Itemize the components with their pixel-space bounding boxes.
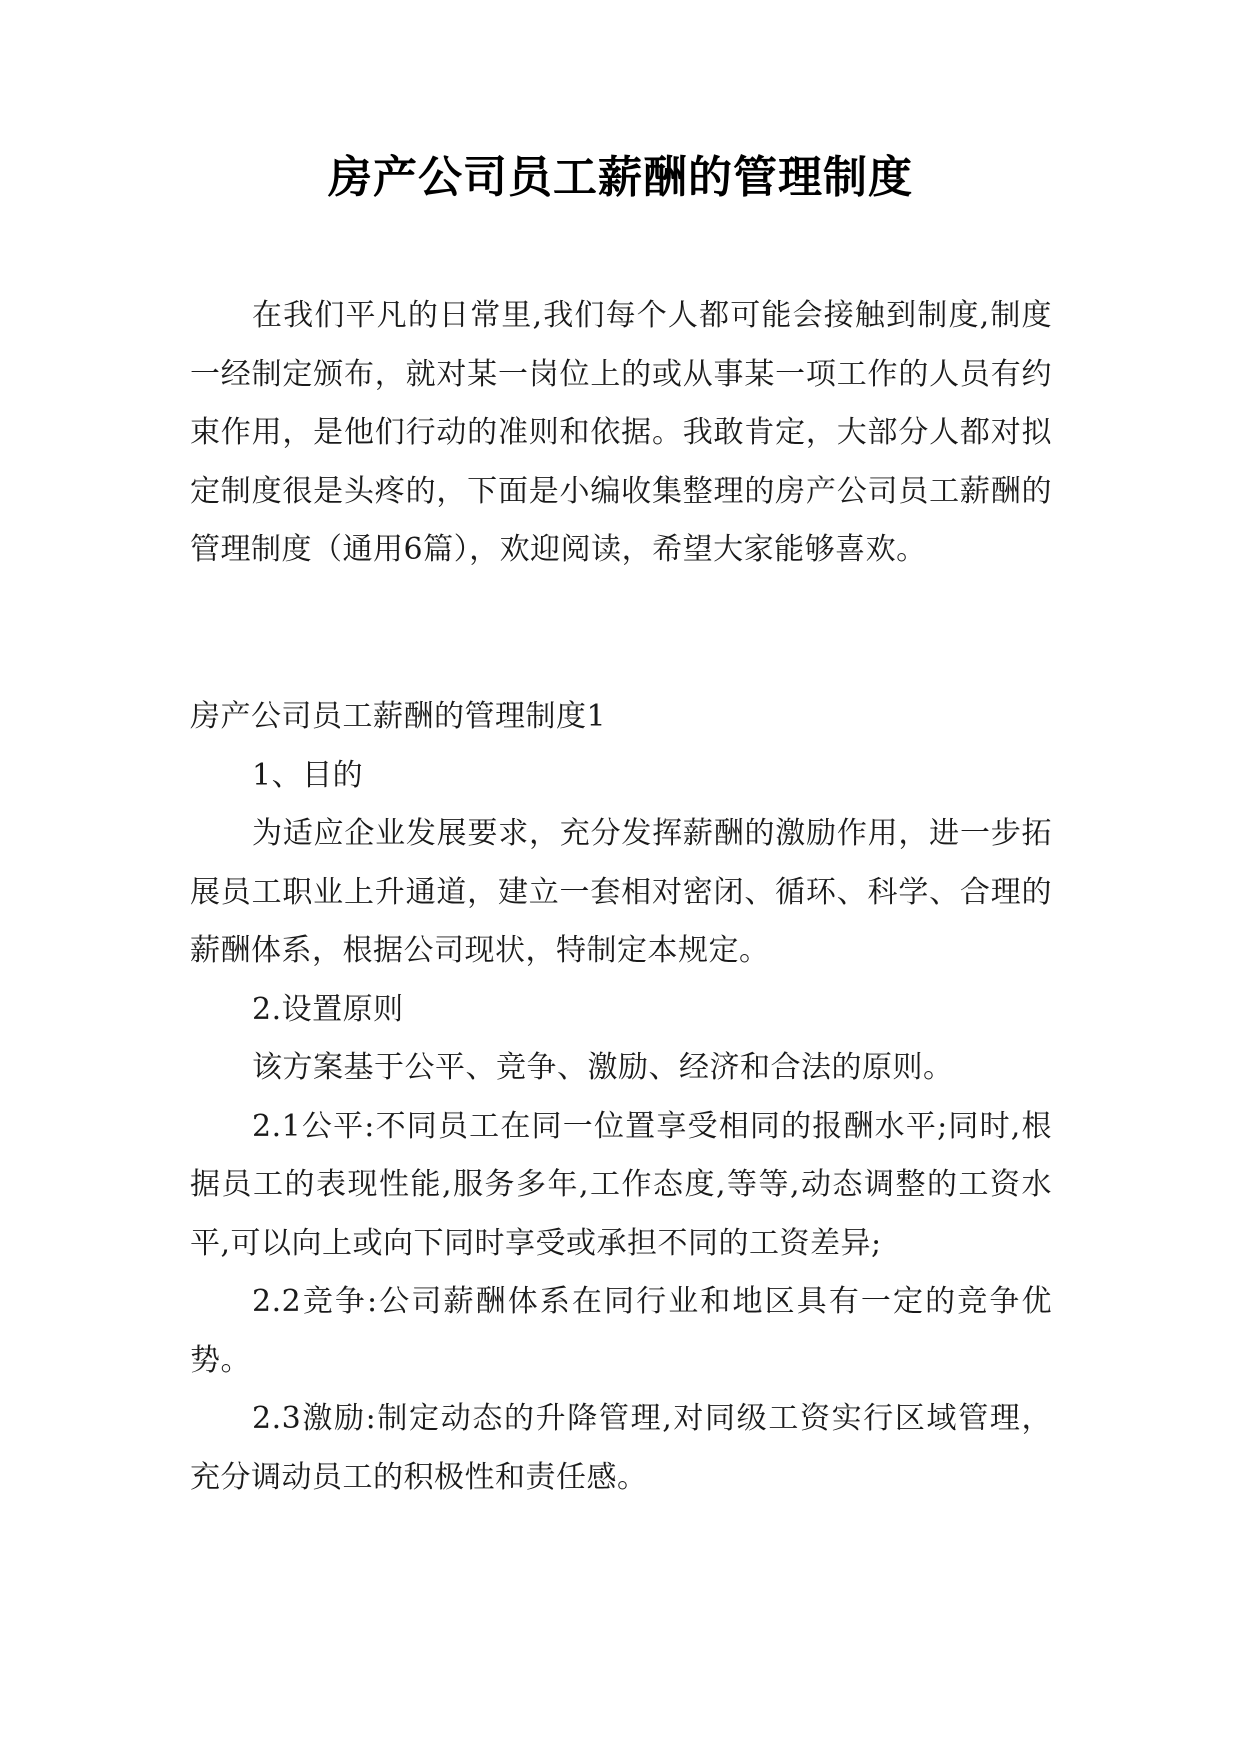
intro-block bbox=[190, 287, 1052, 580]
document-title: 房产公司员工薪酬的管理制度 bbox=[328, 152, 913, 203]
intro-paragraph: 在我们平凡的日常里,我们每个人都可能会接触到制度,制度一经制定颁布，就对某一岗位上的或从事某一项工作的人员有约束作用，是他们行动的准则和依据。我敢肯定，大部分人都对拟定制度很是头疼的，下面是小编收集整理的房产公司员工薪酬的管理制度（通用6篇），欢迎阅读，希望大家能够喜欢。 bbox=[190, 298, 1052, 567]
paragraph-competition: 2.2竞争:公司薪酬体系在同行业和地区具有一定的竞争优势。 bbox=[190, 1284, 1052, 1378]
subheading-principles: 2.设置原则 bbox=[252, 991, 404, 1027]
section-block bbox=[190, 688, 1052, 1507]
paragraph-principles: 该方案基于公平、竞争、激励、经济和合法的原则。 bbox=[252, 1050, 954, 1085]
paragraph-incentive: 2.3激励:制定动态的升降管理,对同级工资实行区域管理，充分调动员工的积极性和责任感。 bbox=[190, 1401, 1052, 1495]
paragraph-fairness: 2.1公平:不同员工在同一位置享受相同的报酬水平;同时,根据员工的表现性能,服务多年,工作态度,等等,动态调整的工资水平,可以向上或向下同时享受或承担不同的工资差异; bbox=[190, 1108, 1052, 1261]
paragraph-purpose: 为适应企业发展要求，充分发挥薪酬的激励作用，进一步拓展员工职业上升通道，建立一套相对密闭、循环、科学、合理的薪酬体系，根据公司现状，特制定本规定。 bbox=[190, 816, 1052, 968]
subheading-purpose: 1、目的 bbox=[252, 757, 364, 793]
section-heading: 房产公司员工薪酬的管理制度1 bbox=[190, 699, 607, 734]
